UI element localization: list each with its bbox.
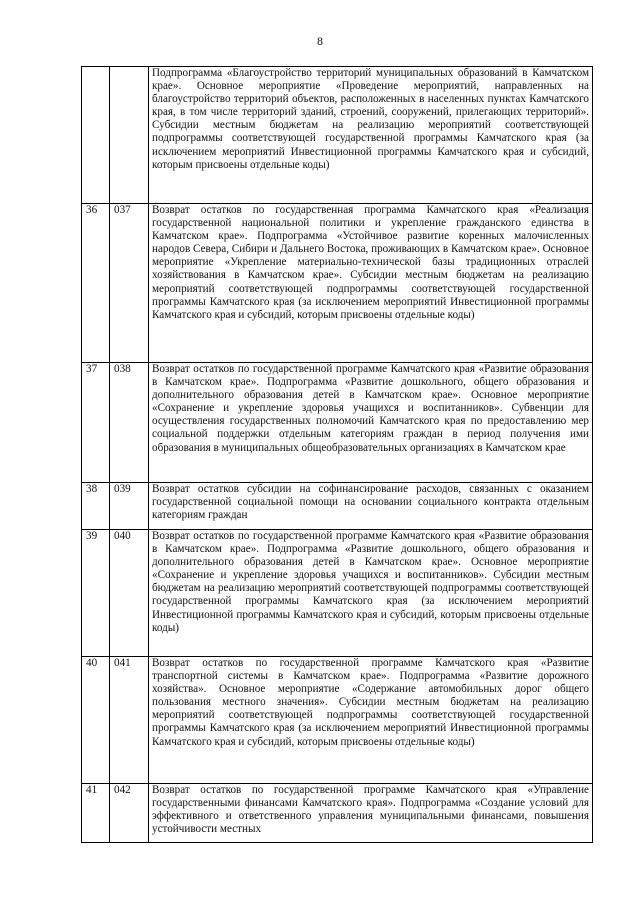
table-row [82, 204, 593, 363]
row-number-cell: 37 [82, 363, 110, 483]
row-number-cell: 40 [82, 657, 110, 784]
row-code-cell: 037 [110, 204, 149, 363]
table-row [82, 657, 593, 784]
table-row [82, 784, 593, 843]
row-description-cell: Возврат остатков по государственной программе Камчатского края «Развитие образования в Камчатском крае». Подпрограмма «Развитие дошкольного, общего образования и дополнительного образования детей в Камчатском крае». Основное мероприятие «Сохранение и укрепление здоровья учащихся и воспитанников». Субвенции для осуществления государственных полномочий Камчатского края по предоставлению мер социальной поддержки отдельным категориям граждан в период получения ими образования в муниципальных общеобразовательных организациях в Камчатском крае [149, 363, 593, 483]
row-number-cell: 36 [82, 204, 110, 363]
row-description-cell: Возврат остатков по государственной программе Камчатского края «Управление государственными финансами Камчатского края». Подпрограмма «Создание условий для эффективного и ответственного управления муниципальными финансами, повышения устойчивости местных [149, 784, 593, 843]
row-description-cell: Возврат остатков по государственная программа Камчатского края «Реализация государственной национальной политики и укрепление гражданского единства в Камчатском крае». Подпрограмма «Устойчивое развитие коренных малочисленных народов Севера, Сибири и Дальнего Востока, проживающих в Камчатском крае». Основное мероприятие «Укрепление материально-технической базы традиционных отраслей хозяйствования в Камчатском крае». Субсидии местным бюджетам на реализацию мероприятий соответствующей подпрограммы соответствующей государственной программы Камчатского края (за исключением мероприятий Инвестиционной программы Камчатского края и субсидий, которым присвоены отдельные коды) [149, 204, 593, 363]
table-row [82, 483, 593, 530]
row-description-cell: Возврат остатков по государственной программе Камчатского края «Развитие транспортной системы в Камчатском крае». Подпрограмма «Развитие дорожного хозяйства». Основное мероприятие «Содержание автомобильных дорог общего пользования местного значения». Субсидии местным бюджетам на реализацию мероприятий соответствующей подпрограммы соответствующей государственной программы Камчатского края (за исключением мероприятий Инвестиционной программы Камчатского края и субсидий, которым присвоены отдельные коды) [149, 657, 593, 784]
row-number-cell [82, 67, 110, 204]
row-code-cell: 040 [110, 530, 149, 657]
row-number-cell: 41 [82, 784, 110, 843]
row-number-cell: 39 [82, 530, 110, 657]
table-row [82, 530, 593, 657]
row-code-cell: 042 [110, 784, 149, 843]
page-number: 8 [317, 34, 323, 48]
row-description-cell: Подпрограмма «Благоустройство территорий муниципальных образований в Камчатском крае». Основное мероприятие «Проведение мероприятий, направленных на благоустройство территорий объектов, расположенных в населенных пунктах Камчатского края, в том числе территорий зданий, строений, сооружений, прилегающих территорий». Субсидии местным бюджетам на реализацию мероприятий соответствующей подпрограммы соответствующей государственной программы Камчатского края (за исключением мероприятий Инвестиционной программы Камчатского края и субсидий, которым присвоены отдельные коды) [149, 67, 593, 204]
row-description-cell: Возврат остатков по государственной программе Камчатского края «Развитие образования в Камчатском крае». Подпрограмма «Развитие дошкольного, общего образования и дополнительного образования детей в Камчатском крае». Основное мероприятие «Сохранение и укрепление здоровья учащихся и воспитанников». Субсидии местным бюджетам на реализацию мероприятий соответствующей подпрограммы соответствующей государственной программы Камчатского края (за исключением мероприятий Инвестиционной программы Камчатского края и субсидий, которым присвоены отдельные коды) [149, 530, 593, 657]
row-description-cell: Возврат остатков субсидии на софинансирование расходов, связанных с оказанием государственной социальной помощи на основании социального контракта отдельным категориям граждан [149, 483, 593, 530]
table-row [82, 363, 593, 483]
row-number-cell: 38 [82, 483, 110, 530]
table-row [82, 67, 593, 204]
row-code-cell: 041 [110, 657, 149, 784]
row-code-cell: 039 [110, 483, 149, 530]
budget-codes-table [81, 66, 593, 843]
row-code-cell: 038 [110, 363, 149, 483]
row-code-cell [110, 67, 149, 204]
